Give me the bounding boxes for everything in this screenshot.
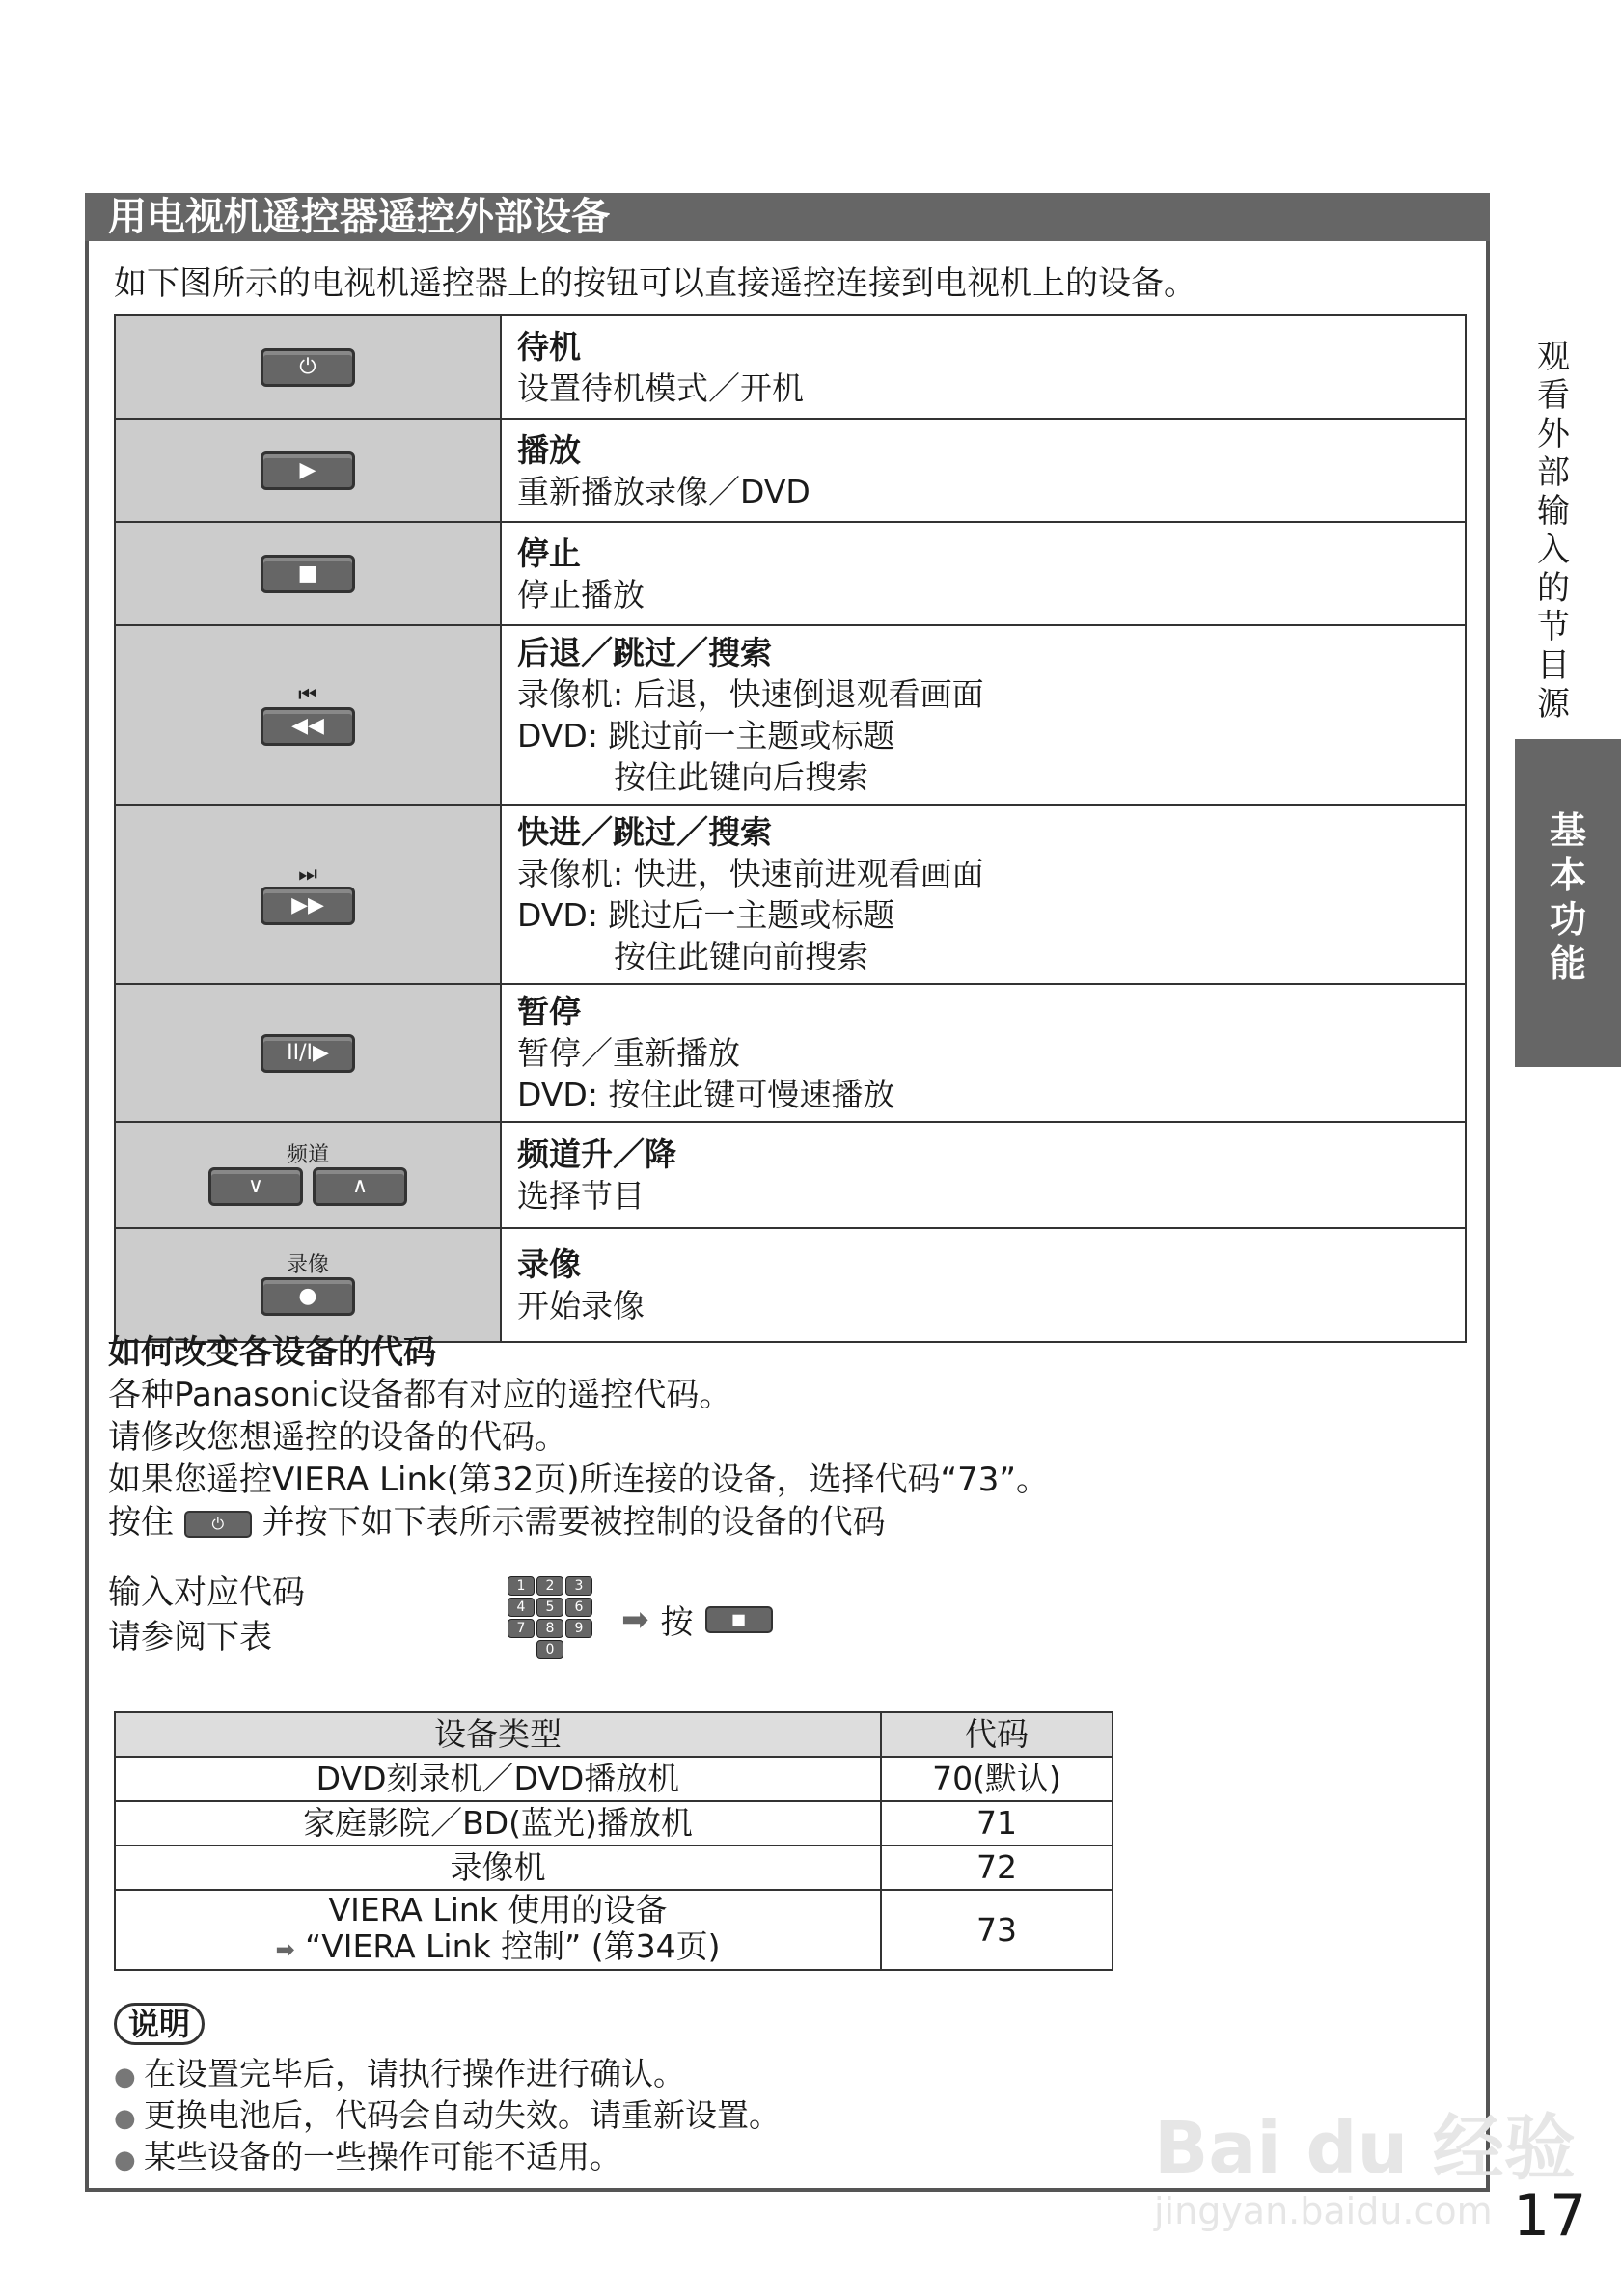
- arrow-right-icon: ➡: [275, 1936, 295, 1963]
- list-item: ● 更换电池后，代码会自动失效。请重新设置。: [114, 2096, 781, 2138]
- power-icon: ⏻: [261, 348, 355, 387]
- input-instructions: 输入对应代码 请参阅下表: [108, 1573, 305, 1656]
- table-row: ⏮ ◀◀ 后退／跳过／搜索 录像机: 后退，快速倒退观看画面 DVD: 跳过前一主题或标题 按住此键向后搜索: [115, 625, 1466, 805]
- table-row: 录像机 72: [115, 1845, 1113, 1890]
- pause-icon: II/I▶: [261, 1034, 355, 1073]
- channel-label: 频道: [286, 1143, 329, 1167]
- record-icon: ●: [261, 1277, 355, 1316]
- section-title: 用电视机遥控器遥控外部设备: [85, 193, 1490, 241]
- table-row: 家庭影院／BD(蓝光)播放机 71: [115, 1801, 1113, 1845]
- skip-back-icon: ⏮: [298, 683, 317, 707]
- code-heading: 如何改变各设备的代码: [108, 1333, 436, 1372]
- side-vertical-label: 观看外部输入的节目源: [1537, 338, 1570, 724]
- page-number: 17: [1513, 2182, 1587, 2250]
- power-icon: ⏻: [184, 1511, 252, 1538]
- watermark-logo: Bai du 经验: [1154, 2107, 1576, 2190]
- notes-list: [114, 2055, 781, 2179]
- rewind-icon: ◀◀: [261, 707, 355, 746]
- press-stop-instruction: ➡ 按 ■: [621, 1596, 773, 1643]
- table-row: 录像 ● 录像 开始录像: [115, 1228, 1466, 1342]
- device-code-table: [114, 1711, 1113, 1971]
- list-item: ● 在设置完毕后，请执行操作进行确认。: [114, 2055, 781, 2096]
- code-section: 如何改变各设备的代码 各种Panasonic设备都有对应的遥控代码。 请修改您想遥控的设备的代码。 如果您遥控VIERA Link(第32页)所连接的设备，选择代码“73”。 按住 ⏻ 并按下如下表所示需要被控制的设备的代码: [108, 1333, 1049, 1542]
- skip-forward-icon: ⏭: [298, 862, 317, 887]
- table-row: VIERA Link 使用的设备 ➡ “VIERA Link 控制” (第34页) 73: [115, 1890, 1113, 1970]
- arrow-right-icon: ➡: [621, 1599, 649, 1639]
- channel-up-icon: ∧: [313, 1167, 407, 1206]
- table-row: II/I▶ 暂停 暂停／重新播放 DVD: 按住此键可慢速播放: [115, 984, 1466, 1122]
- fast-forward-icon: ▶▶: [261, 887, 355, 925]
- channel-down-icon: ∨: [208, 1167, 303, 1206]
- table-row: ■ 停止 停止播放: [115, 522, 1466, 625]
- table-row: DVD刻录机／DVD播放机 70(默认): [115, 1757, 1113, 1801]
- stop-icon: ■: [705, 1606, 773, 1633]
- table-row: 频道 ∨ ∧ 频道升／降 选择节目: [115, 1122, 1466, 1228]
- table-row: ⏭ ▶▶ 快进／跳过／搜索 录像机: 快进，快速前进观看画面 DVD: 跳过后一主题或标题 按住此键向前搜索: [115, 805, 1466, 984]
- watermark-url: jingyan.baidu.com: [1154, 2190, 1493, 2232]
- intro-text: 如下图所示的电视机遥控器上的按钮可以直接遥控连接到电视机上的设备。: [114, 264, 1196, 303]
- table-row: ▶ 播放 重新播放录像／DVD: [115, 419, 1466, 522]
- table-row: ⏻ 待机 设置待机模式／开机: [115, 315, 1466, 419]
- stop-icon: ■: [261, 555, 355, 593]
- table-header-row: 设备类型 代码: [115, 1712, 1113, 1757]
- list-item: ● 某些设备的一些操作可能不适用。: [114, 2138, 781, 2179]
- notes-title: 说明: [114, 2003, 205, 2045]
- remote-buttons-table: [114, 314, 1467, 1343]
- record-label: 录像: [286, 1253, 329, 1277]
- play-icon: ▶: [261, 451, 355, 490]
- row-title: 待机: [517, 327, 581, 366]
- side-tab[interactable]: 基本功能: [1515, 739, 1621, 1067]
